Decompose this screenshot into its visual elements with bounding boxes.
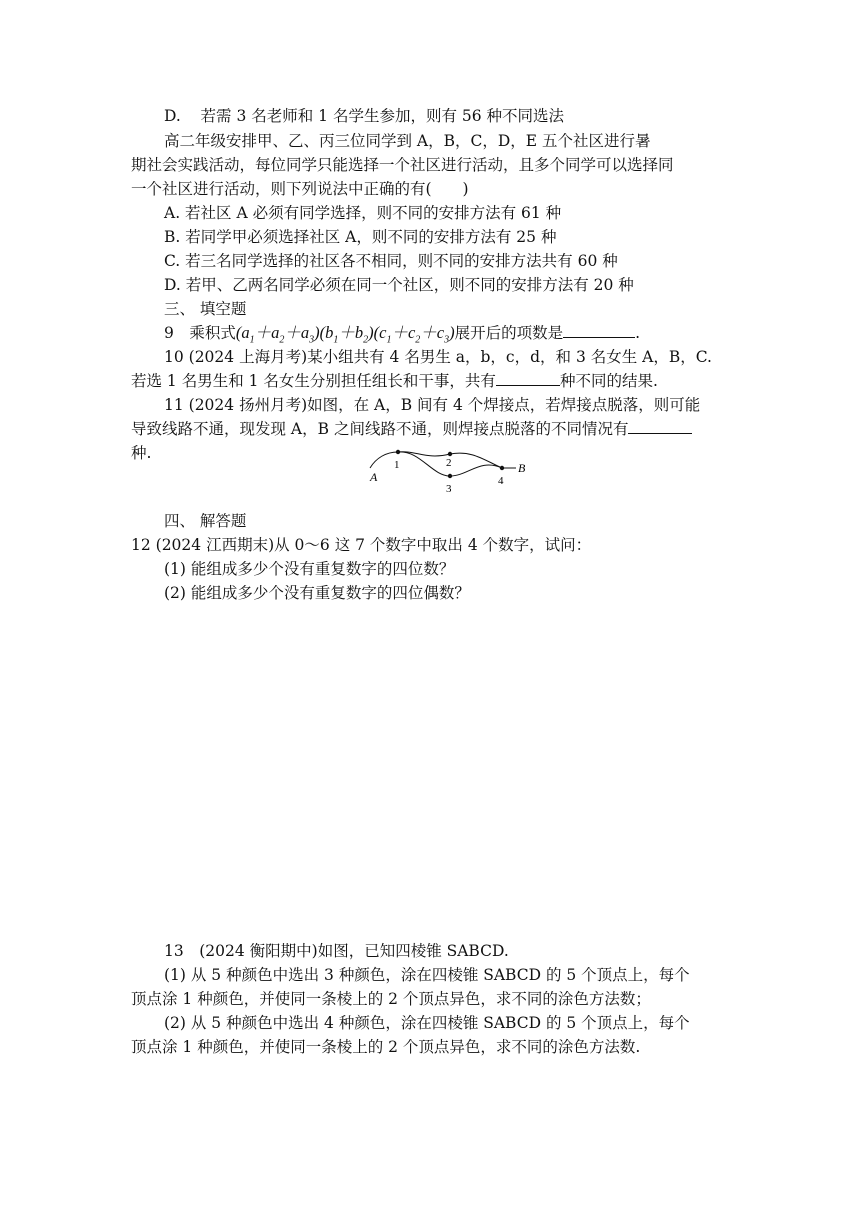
solder-point-2: [448, 452, 452, 456]
label-3: 3: [446, 483, 452, 495]
label-1: 1: [394, 459, 400, 471]
label-a: A: [370, 470, 378, 484]
option-text: 若需 3 名老师和 1 名学生参加，则有 56 种不同选法: [200, 107, 565, 125]
q9-prefix: 9 乘积式: [164, 324, 236, 342]
q9-end: .: [635, 324, 641, 342]
q9-suffix: 展开后的项数是: [454, 324, 564, 342]
q8-option-d: D. 若甲、乙两名同学必须在同一个社区，则不同的安排方法有 20 种: [164, 276, 634, 294]
q13-part-2b: 顶点涂 1 种颜色，并使同一条棱上的 2 个顶点异色，求不同的涂色方法数.: [131, 1038, 641, 1056]
label-2: 2: [446, 457, 452, 469]
q11-line-1: 11 (2024 扬州月考)如图，在 A，B 间有 4 个焊接点，若焊接点脱落，则可能: [164, 396, 701, 414]
q8-option-b: B. 若同学甲必须选择社区 A，则不同的安排方法有 25 种: [164, 228, 557, 246]
q12-line-1: 12 (2024 江西期末)从 0～6 这 7 个数字中取出 4 个数字，试问：: [131, 536, 592, 554]
q11-text: 导致线路不通，现发现 A，B 之间线路不通，则焊接点脱落的不同情况有: [131, 420, 629, 438]
q11-line-2: [131, 419, 692, 439]
label-4: 4: [498, 475, 504, 487]
q8-line-2: 期社会实践活动，每位同学只能选择一个社区进行活动，且多个同学可以选择同: [131, 156, 674, 174]
q10-text-a: 若选 1 名男生和 1 名女生分别担任组长和干事，共有: [131, 372, 496, 390]
q10-text-b: 种不同的结果.: [559, 372, 658, 390]
answer-blank[interactable]: [496, 371, 560, 386]
q11-line-3: 种.: [131, 444, 152, 462]
section-heading-solve: 四、 解答题: [164, 512, 247, 530]
circuit-figure: [360, 440, 540, 500]
q10-line-2: [131, 371, 658, 391]
q13-part-1a: (1) 从 5 种颜色中选出 3 种颜色，涂在四棱锥 SABCD 的 5 个顶点上，每个: [164, 966, 690, 984]
q13-part-1b: 顶点涂 1 种颜色，并使同一条棱上的 2 个顶点异色，求不同的涂色方法数；: [131, 990, 651, 1008]
q9-expression: $(a_1+a_2+a_3)(b_1+b_2)(c_1+c_2+c_3)$: [235, 323, 455, 346]
q12-part-1: (1) 能组成多少个没有重复数字的四位数？: [164, 560, 455, 578]
q12-part-2: (2) 能组成多少个没有重复数字的四位偶数？: [164, 584, 470, 602]
answer-blank[interactable]: [628, 419, 692, 434]
solder-point-3: [448, 474, 452, 478]
answer-blank[interactable]: [563, 323, 635, 338]
q13-line-1: 13 (2024 衡阳期中)如图，已知四棱锥 SABCD.: [164, 942, 509, 960]
section-heading-fill-in: 三、 填空题: [164, 300, 247, 318]
q10-line-1: 10 (2024 上海月考)某小组共有 4 名男生 a，b，c，d，和 3 名女生 A，B，C.: [164, 348, 712, 366]
q8-option-c: C. 若三名同学选择的社区各不相同，则不同的安排方法共有 60 种: [164, 252, 618, 270]
solder-point-1: [396, 450, 400, 454]
solder-point-4: [500, 466, 504, 470]
q8-line-1: 高二年级安排甲、乙、丙三位同学到 A，B，C，D，E 五个社区进行暑: [164, 132, 651, 150]
q8-line-3: 一个社区进行活动，则下列说法中正确的有( ): [131, 180, 469, 198]
q13-part-2a: (2) 从 5 种颜色中选出 4 种颜色，涂在四棱锥 SABCD 的 5 个顶点上，每个: [164, 1014, 690, 1032]
q7-option-d: [164, 106, 564, 126]
q8-option-a: A. 若社区 A 必须有同学选择，则不同的安排方法有 61 种: [164, 204, 562, 222]
option-label: D.: [164, 107, 181, 125]
label-b: B: [518, 461, 526, 475]
